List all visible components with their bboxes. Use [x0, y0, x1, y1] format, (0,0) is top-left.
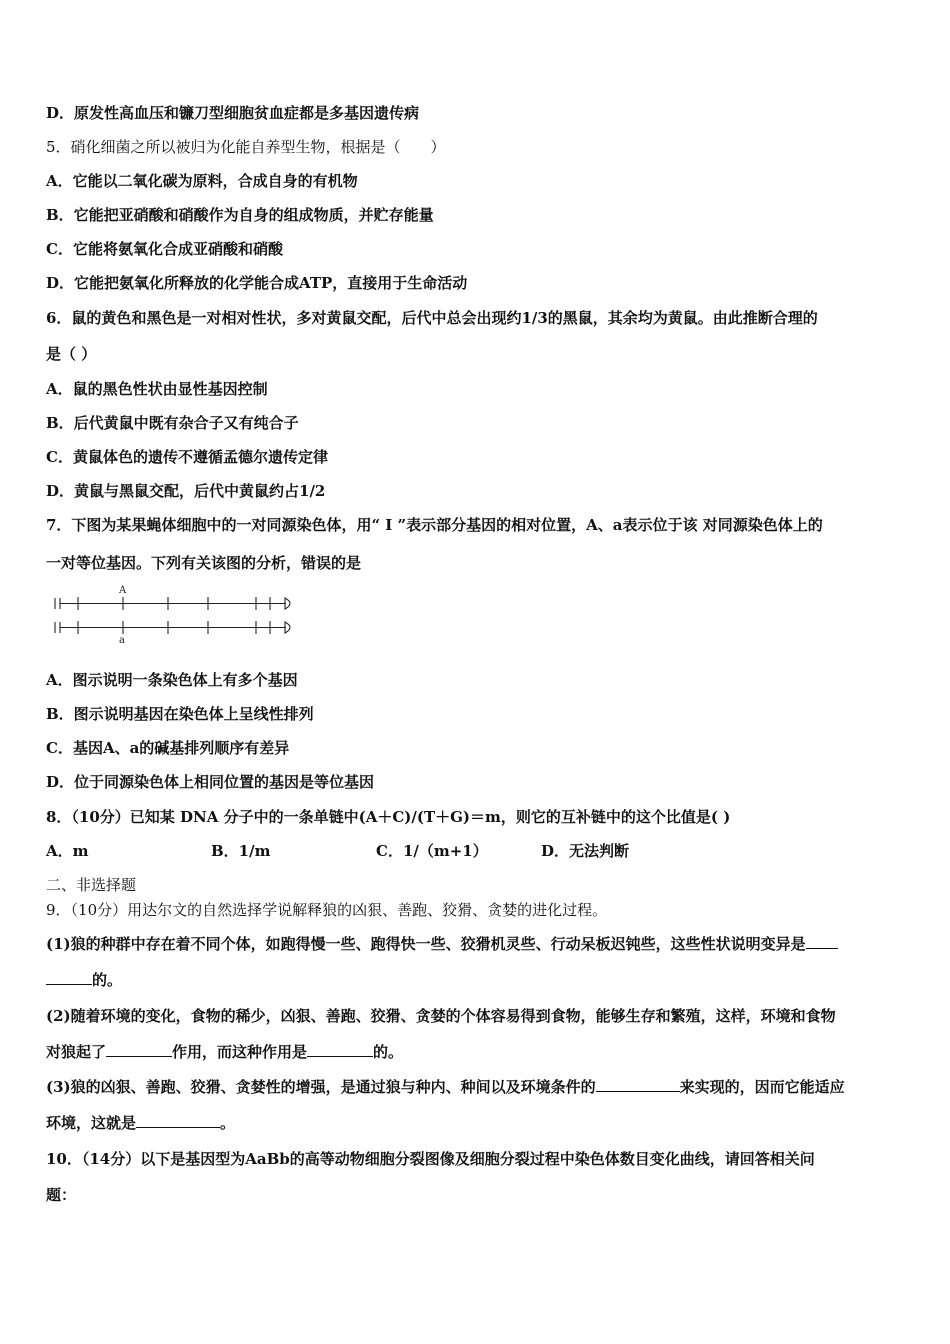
q9-part3-b: 来实现的，因而它能适应: [679, 1078, 845, 1096]
q9-part2-b: 作用，而这种作用是: [172, 1043, 308, 1061]
q7-option-b: B．图示说明基因在染色体上呈线性排列: [46, 705, 314, 723]
q5-option-d: D．它能把氨氧化所释放的化学能合成ATP，直接用于生命活动: [46, 274, 468, 292]
q9-stem: 9．（10分）用达尔文的自然选择学说解释狼的凶狠、善跑、狡猾、贪婪的进化过程。: [46, 901, 608, 919]
q8-option-d: D．无法判断: [541, 842, 630, 860]
section-2-title: 二、非选择题: [46, 876, 137, 894]
q9-part3-line2: [46, 1112, 235, 1133]
q7-option-a: A．图示说明一条染色体上有多个基因: [46, 671, 298, 689]
q9-part2-blank-2[interactable]: [307, 1042, 373, 1057]
q5-option-c: C．它能将氨氧化合成亚硝酸和硝酸: [46, 240, 283, 258]
q9-part3-text: (3)狼的凶狠、善跑、狡猾、贪婪性的增强，是通过狼与种内、种间以及环境条件的: [46, 1078, 596, 1096]
q7-option-c: C．基因A、a的碱基排列顺序有差异: [46, 739, 290, 757]
q9-part1-blank-a[interactable]: [806, 934, 838, 949]
q8-options: [46, 840, 906, 861]
q7-option-d: D．位于同源染色体上相同位置的基因是等位基因: [46, 773, 375, 791]
q5-option-a: A．它能以二氧化碳为原料，合成自身的有机物: [46, 172, 358, 190]
q10-stem-line1: 10．（14分）以下是基因型为AaBb的高等动物细胞分裂图像及细胞分裂过程中染色体数目变化曲线，请回答相关问: [46, 1150, 815, 1168]
upper-chromosome: [55, 597, 290, 610]
lower-chromosome: [55, 621, 290, 634]
q4-option-d: D．原发性高血压和镰刀型细胞贫血症都是多基因遗传病: [46, 104, 420, 122]
q8-stem: 8．（10分）已知某 DNA 分子中的一条单链中(A＋C)/(T＋G)＝m，则它的互补链中的这个比值是( ): [46, 808, 731, 826]
q9-part1-end: 的。: [92, 971, 123, 989]
gene-label-lower: a: [119, 635, 125, 644]
chromosome-pair-diagram: [48, 582, 298, 644]
q8-option-a: A．m: [46, 842, 89, 860]
q7-stem-line1: 7．下图为某果蝇体细胞中的一对同源染色体，用“ I ”表示部分基因的相对位置，A、a表示位于该 对同源染色体上的: [46, 516, 823, 534]
q9-part1-line1: [46, 933, 838, 954]
q10-stem-line2: 题：: [46, 1186, 77, 1204]
q9-part3-blank-1[interactable]: [596, 1077, 680, 1092]
q8-option-b: B．1/m: [211, 842, 271, 860]
q5-stem: 5．硝化细菌之所以被归为化能自养型生物，根据是（ ）: [46, 138, 446, 156]
q6-option-a: A．鼠的黑色性状由显性基因控制: [46, 380, 268, 398]
q6-option-b: B．后代黄鼠中既有杂合子又有纯合子: [46, 414, 299, 432]
q9-part3-c: 环境，这就是: [46, 1114, 137, 1132]
gene-label-upper: A: [119, 585, 127, 596]
q9-part1-blank-b[interactable]: [46, 970, 92, 985]
q9-part2-c: 的。: [373, 1043, 404, 1061]
q9-part3-blank-2[interactable]: [136, 1113, 220, 1128]
q9-part2-line2: [46, 1041, 403, 1062]
q9-part1-line2: [46, 969, 122, 990]
q9-part2-blank-1[interactable]: [106, 1042, 172, 1057]
q9-part2-line1: (2)随着环境的变化，食物的稀少，凶狠、善跑、狡猾、贪婪的个体容易得到食物，能够生存和繁殖，这样，环境和食物: [46, 1007, 836, 1025]
q5-option-b: B．它能把亚硝酸和硝酸作为自身的组成物质，并贮存能量: [46, 206, 434, 224]
q9-part3-d: 。: [220, 1114, 236, 1132]
q9-part3-line1: [46, 1076, 845, 1097]
q7-stem-line2: 一对等位基因。下列有关该图的分析，错误的是: [46, 554, 362, 572]
q9-part1-text: (1)狼的种群中存在着不同个体，如跑得慢一些、跑得快一些、狡猾机灵些、行动呆板迟钝些，这些性状说明变异是: [46, 935, 806, 953]
q6-stem-line1: 6．鼠的黄色和黑色是一对相对性状，多对黄鼠交配，后代中总会出现约1/3的黑鼠，其余均为黄鼠。由此推断合理的: [46, 309, 818, 327]
q9-part2-a: 对狼起了: [46, 1043, 107, 1061]
q6-option-d: D．黄鼠与黑鼠交配，后代中黄鼠约占1/2: [46, 482, 326, 500]
q8-option-c: C．1/（m+1）: [376, 842, 488, 860]
q6-stem-line2: 是（ ）: [46, 345, 97, 363]
q6-option-c: C．黄鼠体色的遗传不遵循孟德尔遗传定律: [46, 448, 328, 466]
